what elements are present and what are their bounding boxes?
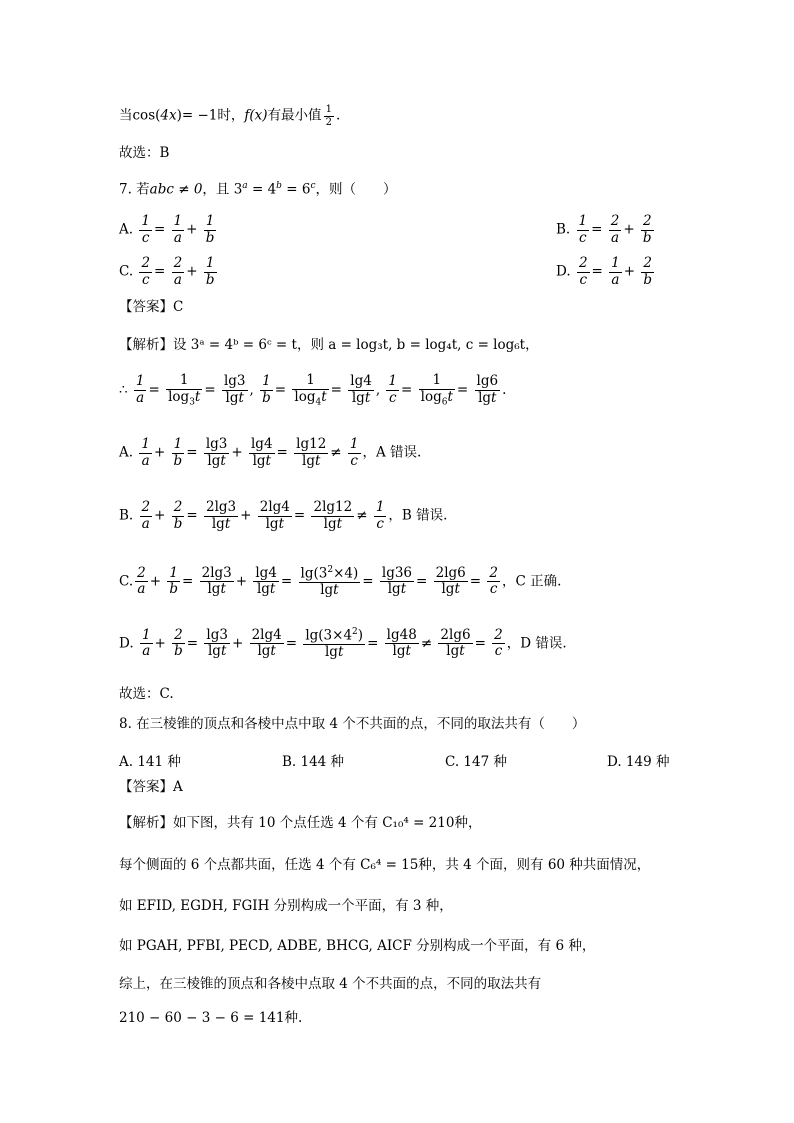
q7-option-d[interactable]: D. $\frac{2}{c}$ = $\frac{1}{a}$ + $\frac{2}{b}$ [556,255,652,288]
q8-analysis-3: 如 EFID, EGDH, FGIH 分别构成一个平面，有 3 种， [119,898,453,914]
q7-analysis-1: 【解析】设 3ᵃ = 4ᵇ = 6ᶜ = t，则 a = log₃t, b = log₄t, c = log₆t， [119,337,539,353]
q7-analysis-2: ∴ $\frac{1}{a}$ = $\frac{1}{\log_3t}$ = $\frac{\lg 3}{\lg t}$ , $\frac{1}{b}$ = $\frac{1}{\log_4t}$ = $\frac{\lg 4}{\lg t}$ , $\frac{1}{c}$ = $\frac{1}{\log_6t}$ = $\frac{\lg 6}{\lg t}$ . [119,372,507,408]
q8-analysis-1: 【解析】如下图，共有 10 个点任选 4 个有 C₁₀⁴ = 210种， [119,815,482,831]
cos-arg: 4x [160,107,177,124]
text-shi: 时， [217,107,245,124]
half-fraction: $\frac{1}{2}$ [325,104,332,128]
q7-option-c[interactable]: C. $\frac{2}{c}$ = $\frac{2}{a}$ + $\frac{1}{b}$ [119,255,215,288]
choose-b: 故选：B [119,145,170,161]
q8-option-c[interactable]: C. 147 种 [445,754,507,770]
q7-check-b: B. $\frac{2}{a}$ + $\frac{2}{b}$ = $\frac{2\lg 3}{\lg t}$ + $\frac{2\lg 4}{\lg t}$ = $\frac{2\lg 12}{\lg t}$ ≠ $\frac{1}{c}$ ，B 错误. [119,499,448,532]
q8-analysis-6: 210 − 60 − 3 − 6 = 141种. [119,1010,303,1026]
question-7: 7. 若abc ≠ 0，且 $3^a = 4^b = 6^c$，则（ ） [119,181,397,198]
text-min: 有最小值 [267,107,322,124]
q8-option-b[interactable]: B. 144 种 [282,754,345,770]
choose-c: 故选：C. [119,686,174,702]
min-value-line: 当cos(4x)= −1时，f(x)有最小值 $\frac{1}{2}$ . [119,104,341,128]
cos-eq: = −1 [181,107,218,124]
fx: f(x) [244,107,268,124]
q7-check-d: D. $\frac{1}{a}$ + $\frac{2}{b}$ = $\frac{\lg 3}{\lg t}$ + $\frac{2\lg 4}{\lg t}$ = $\frac{\lg(3\times 4^2)}{\lg t}$ = $\frac{\lg 48}{\lg t}$ ≠ $\frac{2\lg 6}{\lg t}$ = $\frac{2}{c}$ ，D 错误. [119,626,567,661]
q7-option-b[interactable]: B. $\frac{1}{c}$ = $\frac{2}{a}$ + $\frac{2}{b}$ [556,213,652,246]
cos-func: cos [132,107,156,124]
question-8: 8. 在三棱锥的顶点和各棱中点中取 4 个不共面的点，不同的取法共有（ ） [119,716,586,732]
q8-analysis-5: 综上，在三棱锥的顶点和各棱中点取 4 个不共面的点，不同的取法共有 [119,976,542,992]
q7-check-c: C. $\frac{2}{a}$ + $\frac{1}{b}$ = $\frac{2\lg 3}{\lg t}$ + $\frac{\lg 4}{\lg t}$ = $\frac{\lg(3^2\times 4)}{\lg t}$ = $\frac{\lg 36}{\lg t}$ = $\frac{2\lg 6}{\lg t}$ = $\frac{2}{c}$ ，C 正确. [119,564,562,599]
q8-analysis-2: 每个侧面的 6 个点都共面，任选 4 个有 C₆⁴ = 15种，共 4 个面，则有 60 种共面情况， [119,857,651,873]
q7-answer: 【答案】C [119,299,184,315]
text-when: 当 [119,107,133,124]
q7-option-a[interactable]: A. $\frac{1}{c}$ = $\frac{1}{a}$ + $\frac{1}{b}$ [119,213,215,246]
q8-option-d[interactable]: D. 149 种 [607,754,670,770]
q8-analysis-4: 如 PGAH, PFBI, PECD, ADBE, BHCG, AICF 分别构成一个平面，有 6 种， [119,938,596,954]
q8-option-a[interactable]: A. 141 种 [119,754,181,770]
q7-check-a: A. $\frac{1}{a}$ + $\frac{1}{b}$ = $\frac{\lg 3}{\lg t}$ + $\frac{\lg 4}{\lg t}$ = $\frac{\lg 12}{\lg t}$ ≠ $\frac{1}{c}$ ，A 错误. [119,436,422,469]
q8-answer: 【答案】A [119,779,183,795]
